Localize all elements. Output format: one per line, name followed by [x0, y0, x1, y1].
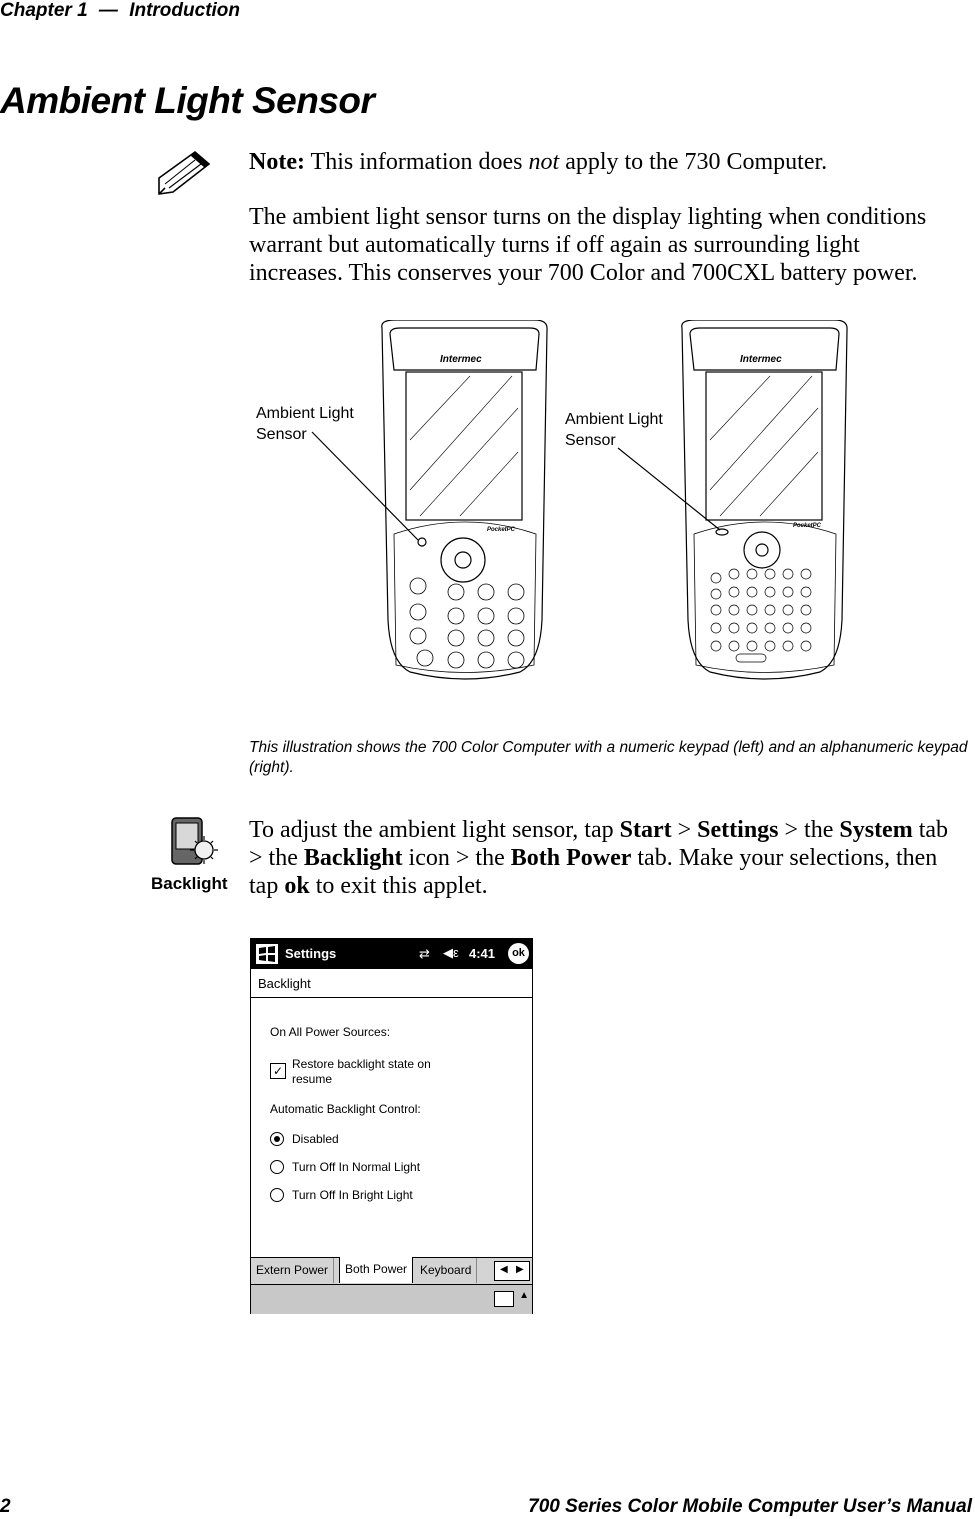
running-header — [0, 0, 246, 22]
applet-divider — [251, 997, 532, 998]
radio-bright-light-label[interactable]: Turn Off In Bright Light — [292, 1188, 413, 1202]
applet-title: Backlight — [258, 976, 311, 991]
ppc-menu-bar — [251, 1284, 532, 1314]
left-device-pocketpc: PocketPC — [487, 527, 516, 533]
backlight-icon-label: Backlight — [151, 874, 228, 893]
left-sensor-callout — [312, 432, 418, 540]
adjust-text: > — [671, 817, 698, 843]
note-text-1: This information does — [304, 149, 529, 175]
restore-backlight-label[interactable]: Restore backlight state on resume — [292, 1057, 431, 1086]
tab-scroll-right-icon[interactable]: ▶ — [516, 1264, 524, 1275]
page-number: 2 — [0, 1496, 11, 1517]
ok-button[interactable]: ok — [508, 943, 529, 964]
keyboard-icon[interactable] — [494, 1291, 514, 1307]
radio-disabled-label[interactable]: Disabled — [292, 1132, 339, 1146]
section-title: Ambient Light Sensor — [0, 80, 375, 121]
left-device-brand: Intermec — [440, 354, 482, 365]
right-device-brand: Intermec — [740, 354, 782, 365]
ppc-title: Settings — [285, 946, 337, 961]
left-sensor-label-2: Sensor — [256, 426, 307, 443]
input-panel-arrow-icon[interactable]: ▲ — [519, 1290, 529, 1301]
note-text-2: apply to the 730 Computer. — [559, 149, 828, 175]
manual-title: 700 Series Color Mobile Computer User’s Manual — [528, 1496, 972, 1517]
radio-disabled[interactable] — [270, 1132, 284, 1146]
adjust-paragraph — [249, 816, 964, 900]
tab-scroll-arrows[interactable] — [494, 1261, 530, 1281]
system-ref: System — [839, 817, 913, 843]
chapter-title: Introduction — [129, 0, 241, 21]
tab-extern-power[interactable]: Extern Power — [251, 1258, 334, 1283]
ok-ref: ok — [284, 873, 310, 899]
start-ref: Start — [619, 817, 672, 843]
adjust-text: tab. Make your selections, then tap — [249, 845, 938, 899]
ppc-title-bar — [251, 939, 532, 969]
right-sensor-label-1: Ambient Light — [565, 411, 663, 428]
windows-start-icon[interactable] — [255, 943, 279, 965]
radio-bright-light[interactable] — [270, 1188, 284, 1202]
device-illustration — [250, 320, 870, 695]
adjust-text: > the — [778, 817, 840, 843]
group-label-auto-control: Automatic Backlight Control: — [270, 1102, 421, 1116]
tab-keyboard[interactable]: Keyboard — [415, 1258, 477, 1283]
ppc-tab-strip — [251, 1257, 532, 1284]
connectivity-icon[interactable]: ⇄ — [419, 946, 430, 961]
note-label: Note: — [249, 149, 305, 175]
left-sensor-label-1: Ambient Light — [256, 405, 354, 422]
note-pencil-icon — [155, 148, 213, 200]
radio-normal-light-label[interactable]: Turn Off In Normal Light — [292, 1160, 421, 1174]
header-dash: — — [98, 0, 118, 21]
alphanumeric-keypad-device — [682, 320, 847, 679]
tab-scroll-left-icon[interactable]: ◀ — [500, 1264, 508, 1275]
restore-backlight-checkbox[interactable]: ✓ — [270, 1063, 286, 1079]
group-label-all-power: On All Power Sources: — [270, 1025, 391, 1039]
ppc-clock[interactable]: 4:41 — [469, 946, 496, 961]
note-emphasis: not — [528, 149, 560, 175]
chapter-label: Chapter 1 — [0, 0, 88, 21]
right-device-pocketpc: PocketPC — [793, 523, 822, 529]
body-paragraph: The ambient light sensor turns on the display lighting when conditions warrant but automatically turns if off again as surrounding light increases. This conserves your 700 Color and 700CXL battery power. — [249, 204, 927, 286]
numeric-keypad-device — [382, 320, 547, 679]
tab-both-power[interactable]: Both Power — [339, 1257, 413, 1283]
backlight-ref: Backlight — [303, 845, 403, 871]
note-paragraph — [249, 148, 959, 176]
speaker-icon[interactable]: ◀ε — [443, 945, 459, 960]
adjust-text: tab > the — [249, 817, 949, 871]
adjust-text: To adjust the ambient light sensor, tap — [249, 817, 620, 843]
adjust-text: to exit this applet. — [309, 873, 488, 899]
both-power-ref: Both Power — [510, 845, 632, 871]
adjust-text: icon > the — [402, 845, 511, 871]
right-sensor-callout — [618, 448, 720, 530]
right-sensor-label-2: Sensor — [565, 432, 616, 449]
settings-ref: Settings — [697, 817, 779, 843]
radio-normal-light[interactable] — [270, 1160, 284, 1174]
pocketpc-backlight-screenshot — [250, 938, 533, 1314]
figure-caption: This illustration shows the 700 Color Computer with a numeric keypad (left) and an alphanumeric keypad (right). — [249, 739, 968, 776]
